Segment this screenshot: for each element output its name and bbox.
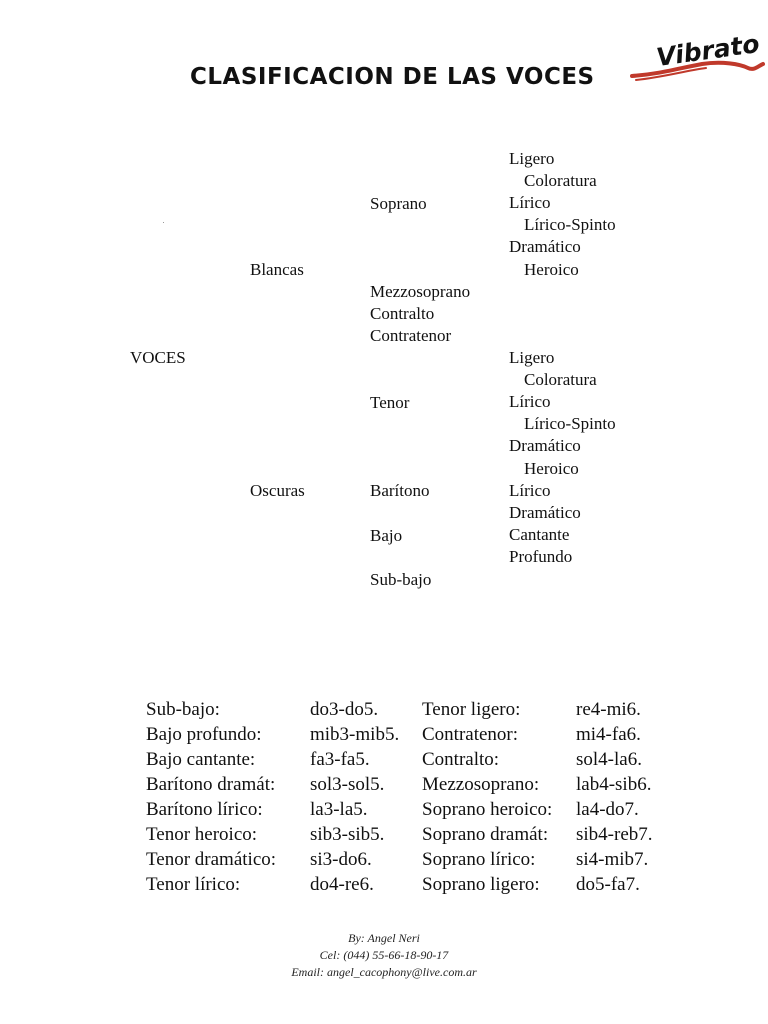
range-row xyxy=(146,872,686,897)
voice-name: Mezzosoprano: xyxy=(422,774,540,795)
baritono-type: Lírico xyxy=(509,481,551,500)
voice-range: do3-do5. xyxy=(310,699,379,720)
tenor-type: Lírico xyxy=(509,392,551,411)
soprano-type: Ligero xyxy=(509,149,555,168)
range-row xyxy=(146,697,686,722)
logo-text: Vibrato xyxy=(654,28,762,73)
voice-subbajo: Sub-bajo xyxy=(370,570,432,589)
soprano-type: Lírico xyxy=(509,193,551,212)
range-row xyxy=(146,722,686,747)
range-row xyxy=(146,772,686,797)
soprano-type: Lírico-Spinto xyxy=(524,215,616,234)
tenor-type: Ligero xyxy=(509,348,555,367)
voice-range: mi4-fa6. xyxy=(576,724,641,745)
page-title: CLASIFICACION DE LAS VOCES xyxy=(190,64,595,90)
voice-name: Bajo profundo: xyxy=(146,724,262,745)
tenor-type: Heroico xyxy=(524,459,579,478)
voice-soprano: Soprano xyxy=(370,194,427,213)
range-row xyxy=(146,747,686,772)
voice-range: do5-fa7. xyxy=(576,874,640,895)
voice-name: Barítono dramát: xyxy=(146,774,276,795)
footer-phone: Cel: (044) 55-66-18-90-17 xyxy=(319,948,449,962)
vocal-ranges-table xyxy=(146,697,686,897)
voice-name: Barítono lírico: xyxy=(146,799,263,820)
range-row xyxy=(146,822,686,847)
voice-name: Tenor lírico: xyxy=(146,874,241,895)
voice-range: la4-do7. xyxy=(576,799,639,820)
voice-range: re4-mi6. xyxy=(576,699,641,720)
voice-name: Contralto: xyxy=(422,749,500,770)
voice-name: Soprano ligero: xyxy=(422,874,540,895)
voice-contralto: Contralto xyxy=(370,304,435,323)
group-blancas: Blancas xyxy=(250,260,304,279)
group-oscuras: Oscuras xyxy=(250,481,305,500)
soprano-type: Coloratura xyxy=(524,171,597,190)
stray-dot xyxy=(163,222,164,223)
voice-name: Bajo cantante: xyxy=(146,749,256,770)
voice-name: Tenor heroico: xyxy=(146,824,258,845)
footer-author: By: Angel Neri xyxy=(348,931,420,945)
voice-range: si4-mib7. xyxy=(576,849,649,870)
footer-credits xyxy=(0,930,768,981)
voice-baritono: Barítono xyxy=(370,481,430,500)
vibrato-logo xyxy=(630,28,766,94)
range-row xyxy=(146,797,686,822)
voice-name: Tenor ligero: xyxy=(422,699,521,720)
voice-tenor: Tenor xyxy=(370,393,410,412)
tenor-type: Dramático xyxy=(509,436,581,455)
voice-name: Tenor dramático: xyxy=(146,849,277,870)
voice-range: si3-do6. xyxy=(310,849,372,870)
soprano-type: Heroico xyxy=(524,260,579,279)
range-row xyxy=(146,847,686,872)
voice-range: la3-la5. xyxy=(310,799,368,820)
voice-name: Contratenor: xyxy=(422,724,519,745)
voice-mezzosoprano: Mezzosoprano xyxy=(370,282,471,301)
baritono-type: Dramático xyxy=(509,503,581,522)
voice-range: do4-re6. xyxy=(310,874,374,895)
footer-email: Email: angel_cacophony@live.com.ar xyxy=(291,965,477,979)
voice-name: Soprano dramát: xyxy=(422,824,549,845)
tenor-type: Lírico-Spinto xyxy=(524,414,616,433)
voice-range: mib3-mib5. xyxy=(310,724,400,745)
voice-range: sol3-sol5. xyxy=(310,774,385,795)
voice-name: Soprano heroico: xyxy=(422,799,553,820)
voice-contratenor: Contratenor xyxy=(370,326,452,345)
voice-bajo: Bajo xyxy=(370,526,403,545)
voice-range: fa3-fa5. xyxy=(310,749,370,770)
tenor-type: Coloratura xyxy=(524,370,597,389)
bajo-type: Profundo xyxy=(509,547,573,566)
voice-range: sol4-la6. xyxy=(576,749,642,770)
voice-name: Sub-bajo: xyxy=(146,699,220,720)
voice-range: lab4-sib6. xyxy=(576,774,652,795)
voice-range: sib4-reb7. xyxy=(576,824,653,845)
voice-range: sib3-sib5. xyxy=(310,824,385,845)
bajo-type: Cantante xyxy=(509,525,570,544)
voice-name: Soprano lírico: xyxy=(422,849,536,870)
soprano-type: Dramático xyxy=(509,237,581,256)
tree-root-voces: VOCES xyxy=(130,348,186,367)
